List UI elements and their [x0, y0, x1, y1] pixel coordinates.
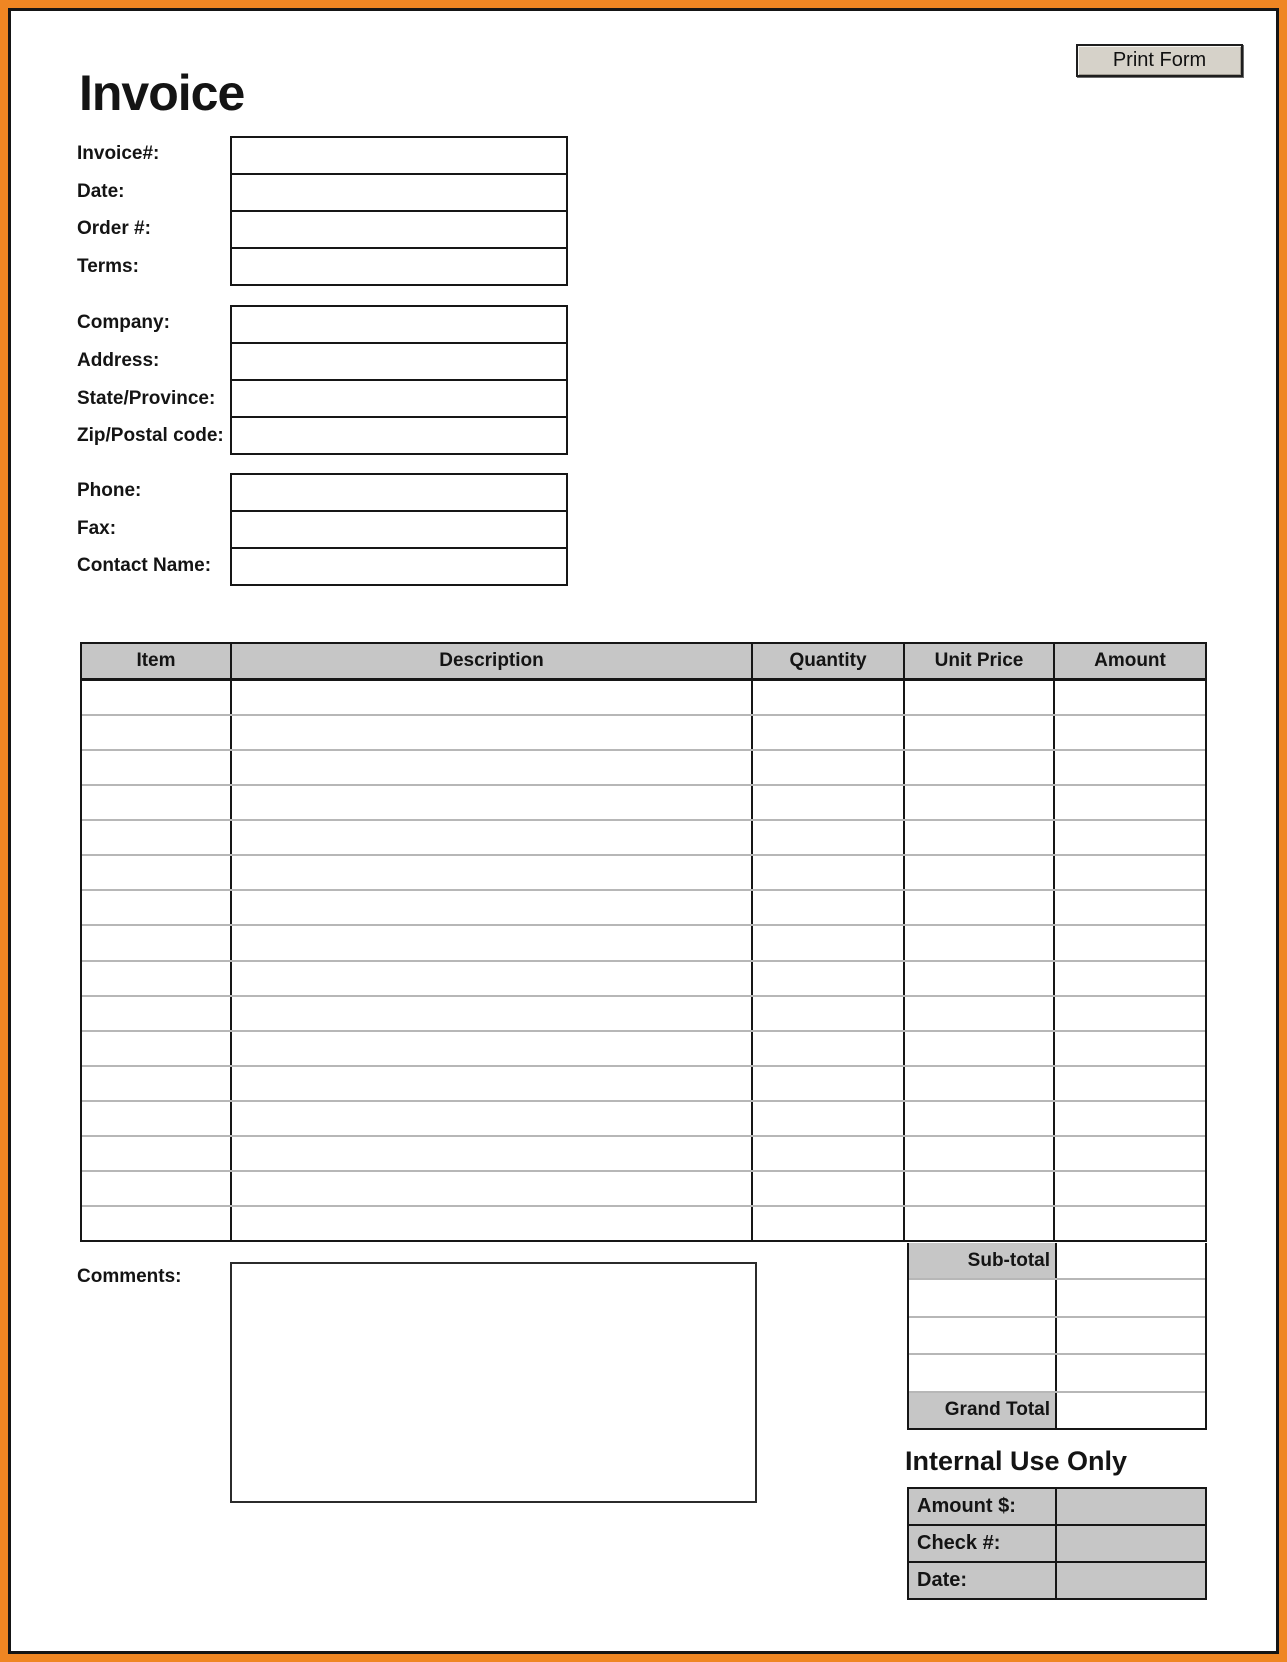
- company-group: [230, 305, 568, 455]
- cell-description[interactable]: [232, 1067, 753, 1100]
- cell-quantity[interactable]: [753, 1102, 905, 1135]
- fax-input[interactable]: [232, 512, 566, 549]
- table-row: [82, 1067, 1205, 1102]
- totals-blank-row: [909, 1355, 1205, 1392]
- cell-unit-price[interactable]: [905, 681, 1055, 714]
- table-row: [82, 1172, 1205, 1207]
- cell-item[interactable]: [82, 891, 232, 924]
- cell-unit-price[interactable]: [905, 997, 1055, 1030]
- table-row: [82, 926, 1205, 961]
- company-input[interactable]: [232, 307, 566, 344]
- cell-amount[interactable]: [1055, 1137, 1205, 1170]
- fax-label: Fax:: [77, 518, 117, 539]
- cell-description[interactable]: [232, 856, 753, 889]
- internal-date-row: [909, 1563, 1205, 1598]
- contact-name-input[interactable]: [232, 549, 566, 584]
- internal-check-number-input[interactable]: [1057, 1526, 1205, 1561]
- cell-quantity[interactable]: [753, 1207, 905, 1240]
- cell-item[interactable]: [82, 1032, 232, 1065]
- internal-amount-input[interactable]: [1057, 1489, 1205, 1524]
- cell-amount[interactable]: [1055, 997, 1205, 1030]
- internal-date-input[interactable]: [1057, 1563, 1205, 1598]
- cell-quantity[interactable]: [753, 1137, 905, 1170]
- cell-description[interactable]: [232, 751, 753, 784]
- cell-item[interactable]: [82, 716, 232, 749]
- cell-amount[interactable]: [1055, 1032, 1205, 1065]
- cell-amount[interactable]: [1055, 962, 1205, 995]
- cell-quantity[interactable]: [753, 751, 905, 784]
- cell-unit-price[interactable]: [905, 1137, 1055, 1170]
- items-table: [80, 642, 1207, 1242]
- cell-description[interactable]: [232, 681, 753, 714]
- cell-amount[interactable]: [1055, 1067, 1205, 1100]
- cell-quantity[interactable]: [753, 1032, 905, 1065]
- subtotal-row: [909, 1243, 1205, 1280]
- totals-blank-row: [909, 1318, 1205, 1355]
- column-header-unit-price: Unit Price: [905, 644, 1055, 678]
- cell-item[interactable]: [82, 1172, 232, 1205]
- table-row: [82, 856, 1205, 891]
- cell-item[interactable]: [82, 821, 232, 854]
- address-label: Address:: [77, 350, 160, 371]
- cell-description[interactable]: [232, 786, 753, 819]
- cell-quantity[interactable]: [753, 926, 905, 959]
- cell-amount[interactable]: [1055, 716, 1205, 749]
- cell-amount[interactable]: [1055, 1102, 1205, 1135]
- internal-amount-label: Amount $:: [909, 1489, 1057, 1524]
- cell-unit-price[interactable]: [905, 1207, 1055, 1240]
- cell-amount[interactable]: [1055, 926, 1205, 959]
- cell-unit-price[interactable]: [905, 786, 1055, 819]
- totals-blank-value[interactable]: [1057, 1280, 1205, 1315]
- cell-unit-price[interactable]: [905, 1102, 1055, 1135]
- column-header-item: Item: [82, 644, 232, 678]
- date-label: Date:: [77, 181, 125, 202]
- grand-total-row: [909, 1393, 1205, 1428]
- cell-unit-price[interactable]: [905, 856, 1055, 889]
- cell-amount[interactable]: [1055, 1172, 1205, 1205]
- cell-unit-price[interactable]: [905, 751, 1055, 784]
- column-header-amount: Amount: [1094, 650, 1166, 671]
- state-province-label: State/Province:: [77, 388, 216, 409]
- cell-quantity[interactable]: [753, 1067, 905, 1100]
- internal-date-label: Date:: [909, 1563, 1057, 1598]
- zip-postal-code-label: Zip/Postal code:: [77, 425, 224, 446]
- cell-unit-price[interactable]: [905, 716, 1055, 749]
- cell-description[interactable]: [232, 891, 753, 924]
- comments-label: Comments:: [77, 1266, 182, 1287]
- cell-quantity[interactable]: [753, 962, 905, 995]
- cell-item[interactable]: [82, 1137, 232, 1170]
- contact-group: [230, 473, 568, 586]
- cell-item[interactable]: [82, 1102, 232, 1135]
- cell-item[interactable]: [82, 751, 232, 784]
- terms-input[interactable]: [232, 249, 566, 284]
- items-table-body: [82, 681, 1205, 1240]
- cell-quantity[interactable]: [753, 681, 905, 714]
- zip-postal-code-input[interactable]: [232, 418, 566, 453]
- phone-input[interactable]: [232, 475, 566, 512]
- items-table-header: [82, 644, 1205, 681]
- cell-quantity[interactable]: [753, 716, 905, 749]
- grand-total-label: Grand Total: [909, 1393, 1057, 1428]
- date-input[interactable]: [232, 175, 566, 212]
- cell-amount[interactable]: [1055, 681, 1205, 714]
- table-row: [82, 681, 1205, 716]
- internal-use-heading: Internal Use Only: [905, 1446, 1128, 1476]
- page-title: Invoice: [79, 65, 245, 121]
- table-row: [82, 1137, 1205, 1172]
- subtotal-value[interactable]: [1057, 1243, 1205, 1278]
- cell-amount[interactable]: [1055, 891, 1205, 924]
- cell-item[interactable]: [82, 962, 232, 995]
- grand-total-value[interactable]: [1057, 1393, 1205, 1428]
- phone-label: Phone:: [77, 480, 142, 501]
- comments-input[interactable]: [230, 1262, 757, 1503]
- totals-blank-label: [909, 1280, 1057, 1315]
- cell-description[interactable]: [232, 926, 753, 959]
- invoice-number-label: Invoice#:: [77, 143, 160, 164]
- cell-item[interactable]: [82, 997, 232, 1030]
- cell-item[interactable]: [82, 926, 232, 959]
- cell-quantity[interactable]: [753, 997, 905, 1030]
- column-header-quantity: Quantity: [753, 644, 905, 678]
- column-header-description: Description: [232, 644, 753, 678]
- cell-unit-price[interactable]: [905, 891, 1055, 924]
- cell-unit-price[interactable]: [905, 1032, 1055, 1065]
- cell-quantity[interactable]: [753, 1172, 905, 1205]
- cell-amount[interactable]: [1055, 751, 1205, 784]
- cell-description[interactable]: [232, 997, 753, 1030]
- cell-description[interactable]: [232, 1207, 753, 1240]
- totals-blank-value[interactable]: [1057, 1318, 1205, 1353]
- cell-item[interactable]: [82, 1067, 232, 1100]
- state-province-input[interactable]: [232, 381, 566, 418]
- cell-description[interactable]: [232, 1032, 753, 1065]
- company-label: Company:: [77, 312, 170, 333]
- cell-item[interactable]: [82, 786, 232, 819]
- cell-amount[interactable]: [1055, 821, 1205, 854]
- order-number-label: Order #:: [77, 218, 151, 239]
- cell-unit-price[interactable]: [905, 821, 1055, 854]
- cell-description[interactable]: [232, 1102, 753, 1135]
- subtotal-label: Sub-total: [909, 1243, 1057, 1278]
- totals-blank-row: [909, 1280, 1205, 1317]
- totals-blank-value[interactable]: [1057, 1355, 1205, 1390]
- address-input[interactable]: [232, 344, 566, 381]
- cell-unit-price[interactable]: [905, 962, 1055, 995]
- cell-item[interactable]: [82, 856, 232, 889]
- contact-name-label: Contact Name:: [77, 555, 212, 576]
- internal-use-table: [907, 1487, 1207, 1600]
- cell-description[interactable]: [232, 1137, 753, 1170]
- invoice-number-input[interactable]: [232, 138, 566, 175]
- cell-description[interactable]: [232, 716, 753, 749]
- table-row: [82, 751, 1205, 786]
- table-row: [82, 716, 1205, 751]
- totals-table: [907, 1243, 1207, 1430]
- cell-quantity[interactable]: [753, 821, 905, 854]
- print-form-button[interactable]: Print Form: [1076, 44, 1243, 77]
- table-row: [82, 1102, 1205, 1137]
- internal-amount-row: [909, 1489, 1205, 1526]
- cell-amount[interactable]: [1055, 786, 1205, 819]
- table-row: [82, 821, 1205, 856]
- totals-blank-label: [909, 1318, 1057, 1353]
- cell-item[interactable]: [82, 681, 232, 714]
- cell-unit-price[interactable]: [905, 926, 1055, 959]
- table-row: [82, 891, 1205, 926]
- cell-amount[interactable]: [1055, 1207, 1205, 1240]
- cell-unit-price[interactable]: [905, 1067, 1055, 1100]
- cell-description[interactable]: [232, 821, 753, 854]
- cell-unit-price[interactable]: [905, 1172, 1055, 1205]
- cell-description[interactable]: [232, 1172, 753, 1205]
- table-row: [82, 962, 1205, 997]
- invoice-meta-group: [230, 136, 568, 286]
- table-row: [82, 786, 1205, 821]
- terms-label: Terms:: [77, 256, 139, 277]
- order-number-input[interactable]: [232, 212, 566, 249]
- internal-check-number-label: Check #:: [909, 1526, 1057, 1561]
- table-row: [82, 1207, 1205, 1240]
- internal-check-number-row: [909, 1526, 1205, 1563]
- table-row: [82, 997, 1205, 1032]
- cell-description[interactable]: [232, 962, 753, 995]
- cell-quantity[interactable]: [753, 891, 905, 924]
- totals-blank-label: [909, 1355, 1057, 1390]
- cell-amount[interactable]: [1055, 856, 1205, 889]
- cell-item[interactable]: [82, 1207, 232, 1240]
- table-row: [82, 1032, 1205, 1067]
- cell-quantity[interactable]: [753, 856, 905, 889]
- cell-quantity[interactable]: [753, 786, 905, 819]
